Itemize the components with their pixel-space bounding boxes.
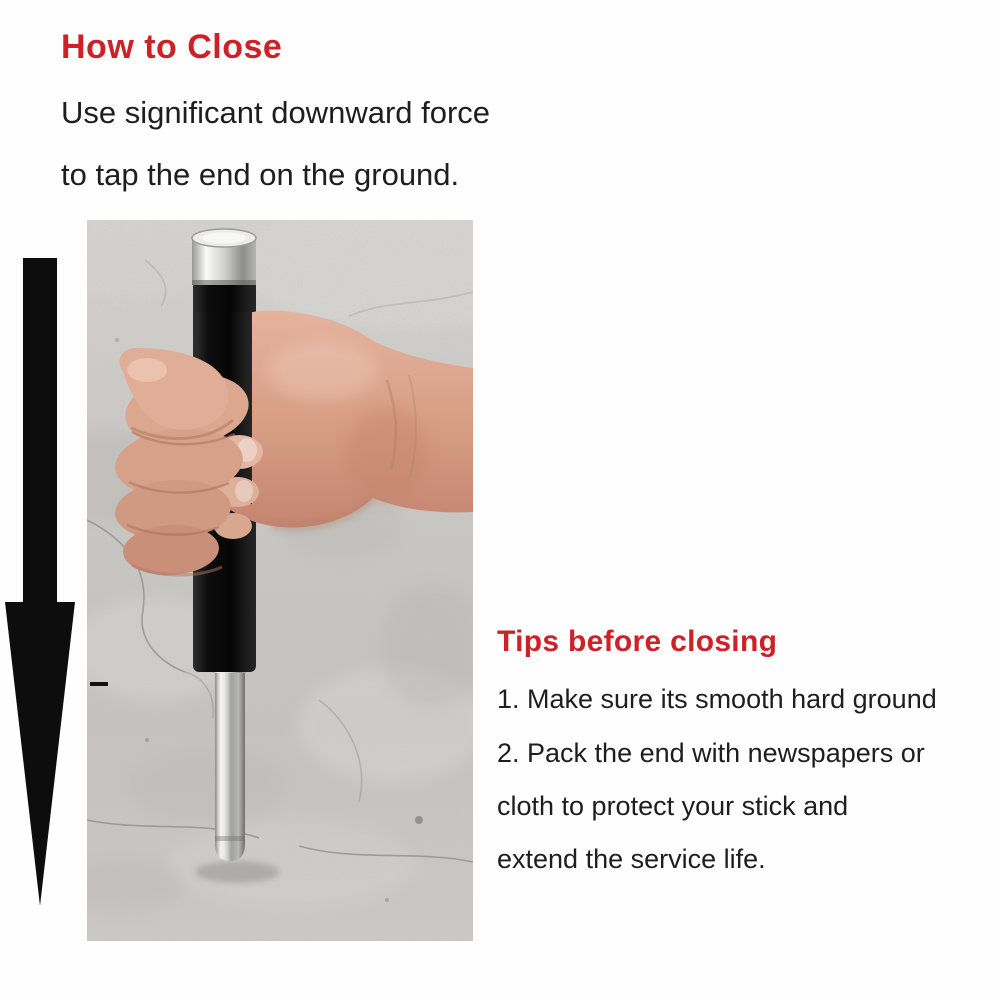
instruction-line-1: Use significant downward force: [61, 95, 491, 130]
tips-line-4: extend the service life.: [497, 844, 766, 874]
stick-shadow: [195, 861, 279, 883]
product-photo: [87, 220, 473, 941]
tips-line-2: 2. Pack the end with newspapers or: [497, 738, 925, 768]
down-arrow-icon: [0, 258, 80, 908]
tips-line-3: cloth to protect your stick and: [497, 791, 849, 821]
tips-title: Tips before closing: [497, 625, 778, 658]
instruction-line-2: to tap the end on the ground.: [61, 157, 460, 192]
tips-line-1: 1. Make sure its smooth hard ground: [497, 684, 937, 714]
horizontal-dash-icon: [90, 682, 108, 686]
photo-canvas: [87, 220, 473, 941]
baton-steel-shaft: [215, 668, 245, 861]
how-to-close-title: How to Close: [61, 28, 283, 66]
